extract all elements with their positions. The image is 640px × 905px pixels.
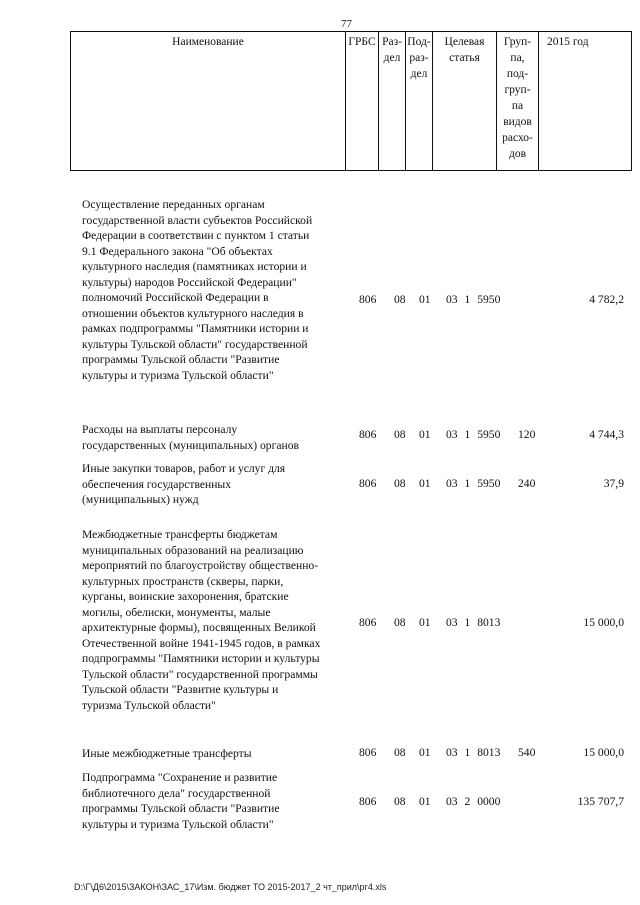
- row-name-line: рамках подпрограммы "Памятники истории и: [82, 322, 309, 335]
- header-line: дов: [508, 148, 527, 160]
- target-article-cell: 03 1 8013: [446, 616, 501, 629]
- podrazdel-cell: 01: [419, 477, 431, 490]
- row-name-line: Тульской области" государственной программы: [82, 667, 318, 681]
- row-name-line: полномочий Российской Федерации в: [82, 291, 269, 304]
- razdel-cell: 08: [394, 428, 406, 441]
- grbs-cell: 806: [359, 616, 377, 629]
- row-name-line: отношении объектов культурного наследия в: [82, 306, 304, 320]
- row-name-line: Отечественной войне 1941-1945 годов, в рамках: [82, 636, 321, 650]
- header-line: па,: [510, 52, 525, 64]
- header-grbs: [346, 32, 379, 171]
- row-name-line: культурных пространств (скверы, парки,: [82, 574, 284, 588]
- header-line: Груп-: [503, 36, 532, 48]
- row-name: [82, 770, 350, 832]
- row-name-line: Иные межбюджетные трансферты: [82, 747, 252, 760]
- row-name: [82, 197, 350, 383]
- header-line: Целевая: [444, 36, 485, 48]
- podrazdel-cell: 01: [419, 428, 431, 441]
- header-line: ГРБС: [348, 36, 376, 48]
- header-line: 2015 год: [547, 36, 589, 48]
- row-name-line: библиотечного дела" государственной: [82, 786, 271, 800]
- row-name-line: программы Тульской области "Развитие: [82, 802, 280, 815]
- row-name-line: Подпрограмма "Сохранение и развитие: [82, 771, 278, 784]
- row-name: [82, 527, 350, 713]
- header-line: па: [511, 100, 524, 112]
- row-name-line: культуры Тульской области" государственной: [82, 337, 308, 351]
- header-vid: [497, 32, 539, 171]
- row-name-line: (муниципальных) нужд: [82, 493, 199, 506]
- row-name-line: Межбюджетные трансферты бюджетам: [82, 528, 278, 541]
- header-line: Раз-: [382, 36, 402, 48]
- amount-cell: 4 782,2: [589, 293, 624, 306]
- grbs-cell: 806: [359, 795, 377, 808]
- amount-cell: 15 000,0: [583, 746, 624, 759]
- row-name-line: программы Тульской области "Развитие: [82, 353, 280, 366]
- header-line: статья: [449, 52, 480, 64]
- page-number: 77: [341, 18, 352, 30]
- target-article-cell: 03 1 8013: [446, 746, 501, 759]
- expense-type-cell: 120: [518, 428, 536, 441]
- row-name-line: культуры и туризма Тульской области": [82, 817, 274, 831]
- row-name-line: Федерации в соответствии с пунктом 1 статьи: [82, 229, 310, 242]
- row-name-line: архитектурные формы), посвященных Великой: [82, 621, 316, 634]
- row-name-line: Осуществление переданных органам: [82, 198, 265, 211]
- expense-type-cell: 540: [518, 746, 536, 759]
- header-line: раз-: [409, 52, 429, 64]
- podrazdel-cell: 01: [419, 746, 431, 759]
- row-name-line: муниципальных образований на реализацию: [82, 543, 304, 557]
- grbs-cell: 806: [359, 293, 377, 306]
- target-article-cell: 03 1 5950: [446, 428, 501, 441]
- row-name-line: культурного наследия (памятниках истории и: [82, 260, 307, 273]
- amount-cell: 4 744,3: [589, 428, 624, 441]
- header-line: дел: [383, 52, 401, 64]
- header-year: [539, 32, 632, 171]
- amount-cell: 37,9: [603, 477, 624, 490]
- row-name: [82, 746, 350, 762]
- row-name-line: могилы, обелиски, монументы, малые: [82, 605, 271, 619]
- target-article-cell: 03 1 5950: [446, 477, 501, 490]
- row-name-line: курганы, воинские захоронения, братские: [82, 590, 289, 603]
- row-name-line: культуры) народов Российской Федерации": [82, 275, 297, 289]
- razdel-cell: 08: [394, 616, 406, 629]
- razdel-cell: 08: [394, 795, 406, 808]
- header-razdel: [379, 32, 406, 171]
- podrazdel-cell: 01: [419, 293, 431, 306]
- target-article-cell: 03 2 0000: [446, 795, 501, 808]
- header-line: под-: [506, 68, 529, 80]
- amount-cell: 135 707,7: [577, 795, 624, 808]
- file-path-footer: D:\Г\Д6\2015\ЗАКОН\ЗАС_17\Изм. бюджет ТО 2015-2017_2 чт_прил\рг4.xls: [74, 882, 387, 892]
- header-line: видов: [503, 116, 532, 128]
- row-name-line: государственных (муниципальных) органов: [82, 438, 299, 452]
- row-name-line: мероприятий по благоустройству общественно-: [82, 559, 319, 572]
- grbs-cell: 806: [359, 477, 377, 490]
- header-line: расхо-: [502, 132, 533, 144]
- table-header: [70, 31, 632, 171]
- razdel-cell: 08: [394, 477, 406, 490]
- row-name: [82, 422, 350, 453]
- target-article-cell: 03 1 5950: [446, 293, 501, 306]
- row-name-line: обеспечения государственных: [82, 477, 232, 491]
- podrazdel-cell: 01: [419, 616, 431, 629]
- header-name: [71, 32, 346, 171]
- row-name-line: 9.1 Федерального закона "Об объектах: [82, 244, 273, 258]
- row-name: [82, 461, 350, 508]
- expense-type-cell: 240: [518, 477, 536, 490]
- amount-cell: 15 000,0: [583, 616, 624, 629]
- header-line: Под-: [407, 36, 431, 48]
- podrazdel-cell: 01: [419, 795, 431, 808]
- grbs-cell: 806: [359, 746, 377, 759]
- row-name-line: туризма Тульской области": [82, 698, 216, 712]
- row-name-line: Тульской области "Развитие культуры и: [82, 683, 279, 696]
- grbs-cell: 806: [359, 428, 377, 441]
- razdel-cell: 08: [394, 746, 406, 759]
- row-name-line: Иные закупки товаров, работ и услуг для: [82, 462, 286, 475]
- razdel-cell: 08: [394, 293, 406, 306]
- row-name-line: государственной власти субъектов Российской: [82, 213, 313, 227]
- header-line: дел: [410, 68, 428, 80]
- header-podrazdel: [406, 32, 433, 171]
- row-name-line: Расходы на выплаты персоналу: [82, 423, 238, 436]
- row-name-line: культуры и туризма Тульской области": [82, 368, 274, 382]
- row-name-line: подпрограммы "Памятники истории и культуры: [82, 652, 320, 665]
- header-target: [433, 32, 497, 171]
- header-line: груп-: [504, 84, 531, 96]
- header-line: Наименование: [172, 36, 244, 48]
